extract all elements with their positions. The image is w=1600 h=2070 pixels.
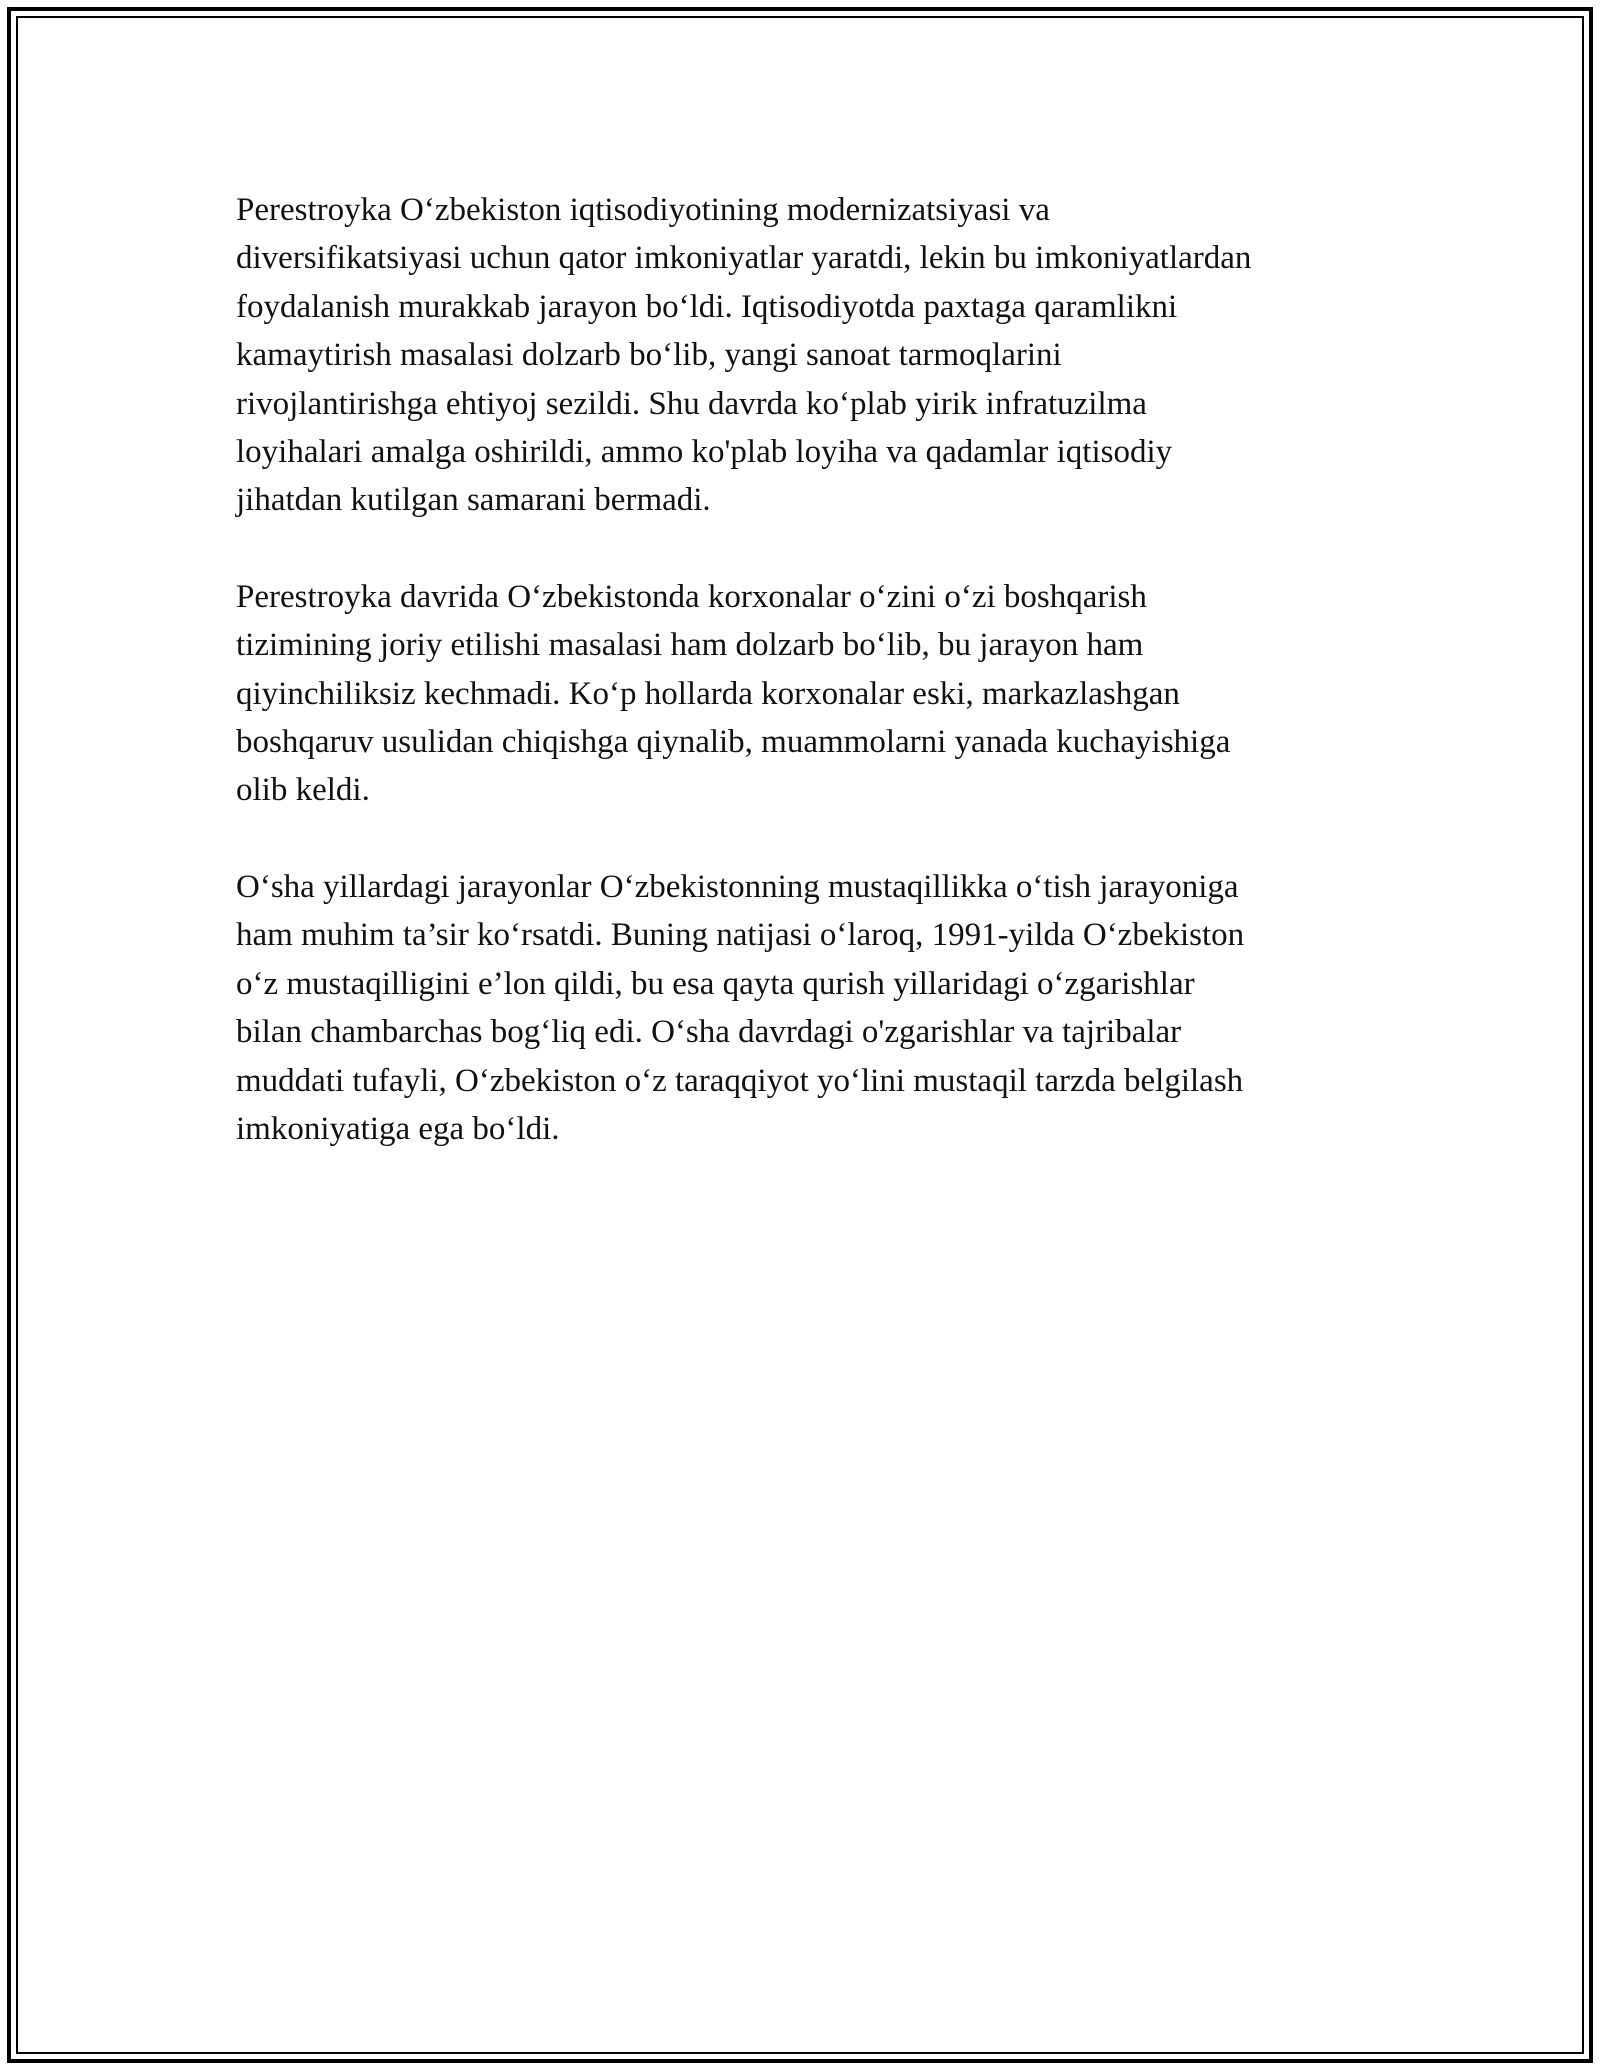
paragraph-2: Perestroyka davrida O‘zbekistonda korxonalar o‘zini o‘zi boshqarish tizimining joriy etilishi masalasi ham dolzarb bo‘lib, bu jarayon ham qiyinchiliksiz kechmadi. Ko‘p hollarda korxonalar eski, markazlashgan boshqaruv usulidan chiqishga qiynalib, muammolarni yanada kuchayishiga olib keldi.	[236, 578, 1231, 809]
document-body	[236, 186, 1376, 1201]
paragraph-3: O‘sha yillardagi jarayonlar O‘zbekistonning mustaqillikka o‘tish jarayoniga ham muhim ta’sir ko‘rsatdi. Buning natijasi o‘laroq, 1991-yilda O‘zbekiston o‘z mustaqilligini e’lon qildi, bu esa qayta qurish yillaridagi o‘zgarishlar bilan chambarchas bog‘liq edi. O‘sha davrdagi o'zgarishlar va tajribalar muddati tufayli, O‘zbekiston o‘z taraqqiyot yo‘lini mustaqil tarzda belgilash imkoniyatiga ega bo‘ldi.	[236, 868, 1245, 1147]
paragraph-1: Perestroyka O‘zbekiston iqtisodiyotining modernizatsiyasi va diversifikatsiyasi uchun qator imkoniyatlar yaratdi, lekin bu imkoniyatlardan foydalanish murakkab jarayon bo‘ldi. Iqtisodiyotda paxtaga qaramlikni kamaytirish masalasi dolzarb bo‘lib, yangi sanoat tarmoqlarini rivojlantirishga ehtiyoj sezildi. Shu davrda ko‘plab yirik infratuzilma loyihalari amalga oshirildi, ammo ko'plab loyiha va qadamlar iqtisodiy jihatdan kutilgan samarani bermadi.	[236, 192, 1252, 519]
